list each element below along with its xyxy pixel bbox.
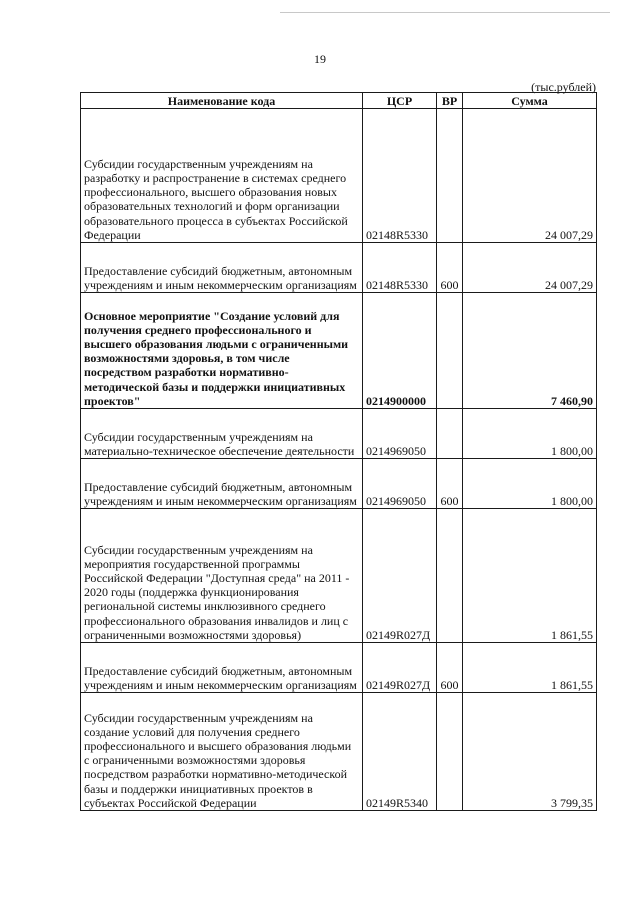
row-sum: 1 861,55 [463, 643, 597, 693]
table-row [81, 409, 597, 459]
table-row [81, 459, 597, 509]
table-row [81, 109, 597, 243]
table-row [81, 693, 597, 811]
row-sum: 3 799,35 [463, 693, 597, 811]
row-csr: 02149R027Д [363, 509, 437, 643]
row-vr [437, 409, 463, 459]
table-row [81, 509, 597, 643]
row-name: Субсидии государственным учреждениям на разработку и распространение в системах среднего профессионального, высшего образования новых образовательных технологий и форм организации образовательного процесса в субъектах Российской Федерации [81, 109, 363, 243]
table-row-main-event [81, 293, 597, 409]
row-csr: 02148R5330 [363, 109, 437, 243]
row-csr: 02149R5340 [363, 693, 437, 811]
row-name: Основное мероприятие "Создание условий для получения среднего профессионального и высшего образования людьми с ограниченными возможностями здоровья, в том числе посредством разработки нормативно-методической базы и поддержки инициативных проектов" [81, 293, 363, 409]
row-csr: 0214900000 [363, 293, 437, 409]
header-sum: Сумма [463, 93, 597, 109]
header-name: Наименование кода [81, 93, 363, 109]
table-header-row [81, 93, 597, 109]
row-sum: 1 800,00 [463, 409, 597, 459]
row-vr [437, 109, 463, 243]
row-name: Субсидии государственным учреждениям на мероприятия государственной программы Российской Федерации "Доступная среда" на 2011 - 2020 годы (поддержка функционирования региональной системы инклюзивного среднего профессионального образования инвалидов и лиц с ограниченными возможностями здоровья) [81, 509, 363, 643]
row-vr: 600 [437, 459, 463, 509]
top-rule [280, 12, 610, 13]
row-sum: 1 861,55 [463, 509, 597, 643]
row-sum: 24 007,29 [463, 109, 597, 243]
row-name: Предоставление субсидий бюджетным, автономным учреждениям и иным некоммерческим организациям [81, 243, 363, 293]
row-name: Субсидии государственным учреждениям на создание условий для получения среднего профессионального и высшего образования людьми с ограниченными возможностями здоровья посредством разработки нормативно-методической базы и поддержки инициативных проектов в субъектах Российской Федерации [81, 693, 363, 811]
table-row [81, 643, 597, 693]
header-csr: ЦСР [363, 93, 437, 109]
row-name: Предоставление субсидий бюджетным, автономным учреждениям и иным некоммерческим организациям [81, 643, 363, 693]
row-sum: 1 800,00 [463, 459, 597, 509]
row-sum: 7 460,90 [463, 293, 597, 409]
row-csr: 0214969050 [363, 409, 437, 459]
row-csr: 02149R027Д [363, 643, 437, 693]
row-vr [437, 509, 463, 643]
row-vr: 600 [437, 243, 463, 293]
header-vr: ВР [437, 93, 463, 109]
units-label: (тыс.рублей) [531, 80, 596, 94]
row-name: Субсидии государственным учреждениям на материально-техническое обеспечение деятельности [81, 409, 363, 459]
row-vr [437, 693, 463, 811]
page-number: 19 [314, 52, 326, 66]
row-sum: 24 007,29 [463, 243, 597, 293]
row-csr: 02148R5330 [363, 243, 437, 293]
table-row [81, 243, 597, 293]
row-csr: 0214969050 [363, 459, 437, 509]
row-vr: 600 [437, 643, 463, 693]
budget-table [80, 92, 597, 811]
row-name: Предоставление субсидий бюджетным, автономным учреждениям и иным некоммерческим организациям [81, 459, 363, 509]
row-vr [437, 293, 463, 409]
